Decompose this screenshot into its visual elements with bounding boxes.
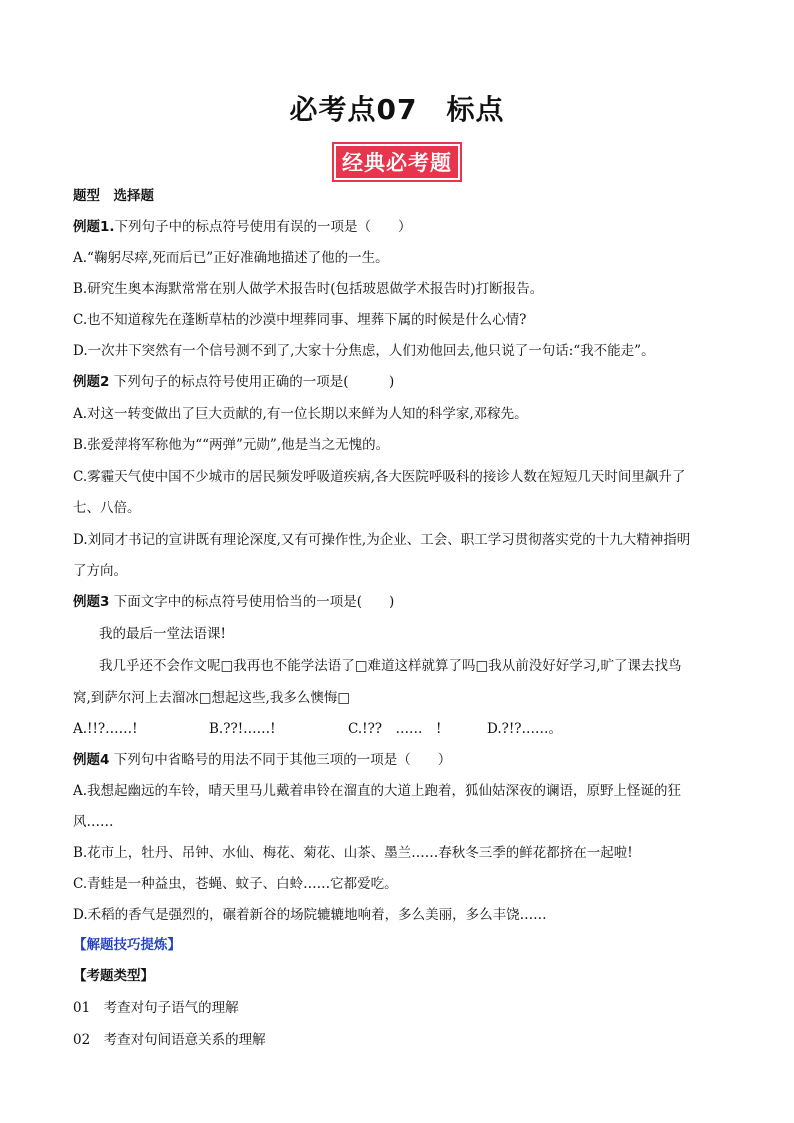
q3-options xyxy=(73,719,724,739)
q1-label: 例题1. xyxy=(73,219,115,235)
q3-option-c: C.!?? …… ! xyxy=(348,721,442,737)
q4-option-b: B.花市上，牡丹、吊钟、水仙、梅花、菊花、山茶、墨兰……春秋冬三季的鲜花都挤在一起啦! xyxy=(73,845,633,861)
types-heading: 【考题类型】 xyxy=(73,968,154,984)
q1-option-b: B.研究生奥本海默常常在别人做学术报告时(包括玻恩做学术报告时)打断报告。 xyxy=(73,281,544,297)
banner-wrap xyxy=(0,142,794,182)
q4-option-c: C.青蛙是一种益虫，苍蝇、蚊子、白蛉……它都爱吃。 xyxy=(73,876,398,892)
q3-stem: 下面文字中的标点符号使用恰当的一项是( ) xyxy=(113,594,395,610)
q1-option-d: D.一次井下突然有一个信号测不到了,大家十分焦虑，人们劝他回去,他只说了一句话:“我不能走”。 xyxy=(73,343,655,359)
q4-stem-line xyxy=(73,750,724,770)
q1-stem: 下列句子中的标点符号使用有误的一项是（ ） xyxy=(114,219,412,235)
q3-label: 例题3 xyxy=(73,594,110,610)
q4-stem: 下列句中省略号的用法不同于其他三项的一项是（ ） xyxy=(113,752,452,768)
q2-option-d-line1: D.刘同才书记的宣讲既有理论深度,又有可操作性,为企业、工会、职工学习贯彻落实党的十九大精神指明 xyxy=(73,532,691,548)
q3-option-b: B.??!……! xyxy=(209,721,276,737)
q3-option-d: D.?!?……。 xyxy=(487,721,563,737)
q2-stem-line xyxy=(73,372,724,392)
q4-option-d: D.禾稻的香气是强烈的，碾着新谷的场院辘辘地响着，多么美丽，多么丰饶…… xyxy=(73,907,547,923)
type-item-1: 01 考查对句子语气的理解 xyxy=(73,1000,239,1016)
q3-option-a: A.!!?……! xyxy=(73,721,138,737)
q2-stem: 下列句子的标点符号使用正确的一项是( ) xyxy=(113,374,395,390)
section-heading: 题型 选择题 xyxy=(73,188,154,204)
q3-passage-line1: 我几乎还不会作文呢□我再也不能学法语了□难道这样就算了吗□我从前没好好学习,旷了课去找鸟 xyxy=(99,658,682,674)
tips-heading: 【解题技巧提炼】 xyxy=(73,937,181,953)
q3-stem-line xyxy=(73,592,724,612)
q1-stem-line xyxy=(73,217,724,237)
q4-option-a-line1: A.我想起幽远的车铃，晴天里马儿戴着串铃在溜直的大道上跑着，狐仙姑深夜的谰语，原野上怪诞的狂 xyxy=(73,783,682,799)
q1-option-c: C.也不知道稼先在蓬断草枯的沙漠中埋葬同事、埋葬下属的时候是什么心情? xyxy=(73,312,527,328)
q2-option-c-line2: 七、八倍。 xyxy=(73,500,141,516)
q4-option-a-line2: 风…… xyxy=(73,814,114,830)
q3-passage-title: 我的最后一堂法语课! xyxy=(99,626,226,642)
q4-label: 例题4 xyxy=(73,752,110,768)
q2-option-a: A.对这一转变做出了巨大贡献的,有一位长期以来鲜为人知的科学家,邓稼先。 xyxy=(73,406,528,422)
q2-option-b: B.张爱萍将军称他为““两弹”元勋”,他是当之无愧的。 xyxy=(73,437,390,453)
classic-questions-banner: 经典必考题 xyxy=(332,142,462,182)
q2-option-d-line2: 了方向。 xyxy=(73,563,127,579)
page-title: 必考点07 标点 xyxy=(289,93,505,126)
type-item-2: 02 考查对句间语意关系的理解 xyxy=(73,1032,266,1048)
q1-option-a: A.“鞠躬尽瘁,死而后已”正好准确地描述了他的一生。 xyxy=(73,250,389,266)
q2-option-c-line1: C.雾霾天气使中国不少城市的居民频发呼吸道疾病,各大医院呼吸科的接诊人数在短短几天时间里飙升了 xyxy=(73,469,686,485)
q2-label: 例题2 xyxy=(73,374,110,390)
q3-passage-line2: 窝,到萨尔河上去溜冰□想起这些,我多么懊悔□ xyxy=(73,690,351,706)
